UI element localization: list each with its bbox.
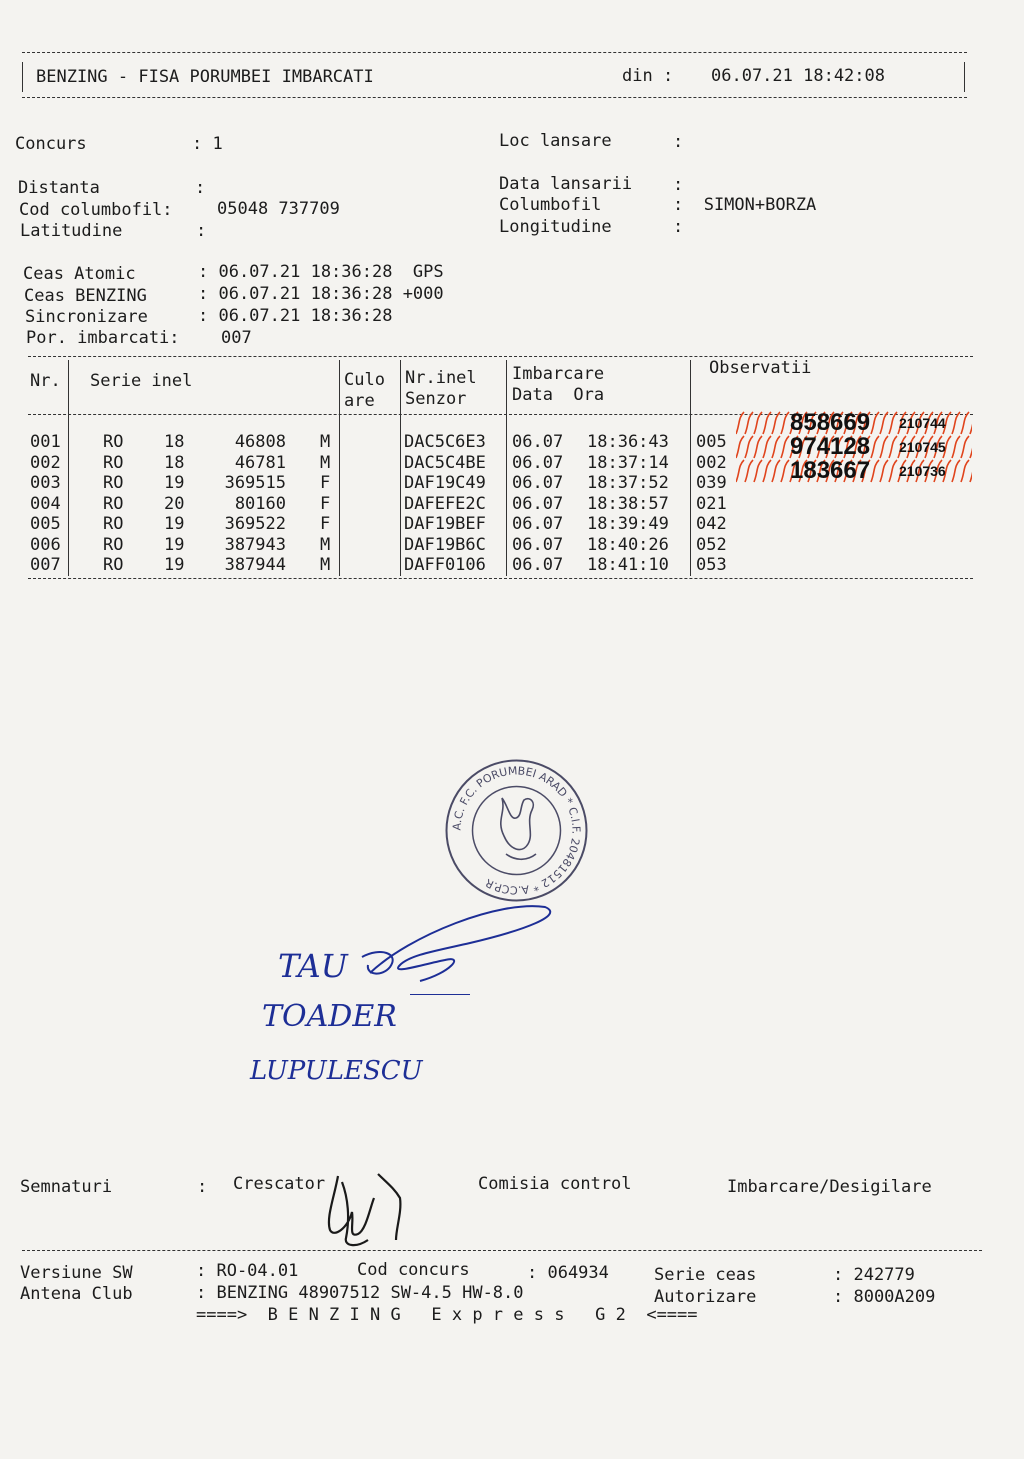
cell-tara: RO	[103, 514, 124, 534]
cell-obs: 042	[696, 514, 727, 534]
sticker-code: 858669	[790, 409, 871, 436]
cell-data: 06.07	[512, 514, 564, 534]
svg-text:A.C. F.C. PORUMBEI ARAD * C.I.: A.C. F.C. PORUMBEI ARAD * C.I.F. 20481512 * A.CCP.R	[450, 764, 583, 897]
cell-sex: M	[320, 453, 331, 473]
cell-nr: 001	[30, 432, 61, 452]
cell-data: 06.07	[512, 535, 564, 555]
col-header-nr: Nr.	[30, 371, 61, 391]
cell-data: 06.07	[512, 432, 564, 452]
cell-ora: 18:36:43	[587, 432, 669, 452]
cell-inel: 387944	[224, 555, 286, 575]
date-label: din :	[622, 66, 674, 86]
col-header-imbarcare-1: Imbarcare	[512, 364, 605, 384]
cell-obs: 053	[696, 555, 727, 575]
cell-data: 06.07	[512, 473, 564, 493]
cell-nr: 007	[30, 555, 61, 575]
cell-sex: F	[320, 494, 331, 514]
cell-senzor: DAC5C6E3	[404, 432, 486, 452]
antena-club-label: Antena Club	[20, 1284, 133, 1304]
handwritten-name-3: LUPULESCU	[250, 1056, 423, 1086]
table-row	[0, 494, 1024, 515]
cell-tara: RO	[103, 473, 124, 493]
cell-an: 19	[164, 473, 185, 493]
semnaturi-colon: :	[197, 1177, 208, 1197]
sticker-small-code: 210745	[899, 439, 946, 455]
longitudine-value: :	[673, 217, 684, 237]
cell-data: 06.07	[512, 453, 564, 473]
cell-ora: 18:39:49	[587, 514, 669, 534]
cod-concurs-label: Cod concurs	[357, 1260, 470, 1280]
crescator-signature	[308, 1168, 418, 1253]
cell-sex: M	[320, 535, 331, 555]
latitudine-label: Latitudine	[20, 221, 123, 241]
cell-nr: 005	[30, 514, 61, 534]
cell-nr: 002	[30, 453, 61, 473]
distanta-value: :	[195, 178, 206, 198]
por-imbarcati-value: 007	[221, 328, 252, 348]
cell-inel: 46781	[234, 453, 286, 473]
col-header-culoare-1: Culo	[344, 370, 385, 390]
loc-lansare-label: Loc lansare	[499, 131, 612, 151]
cell-tara: RO	[103, 453, 124, 473]
col-header-serie-inel: Serie inel	[90, 371, 193, 391]
cell-an: 19	[164, 514, 185, 534]
columbofil-label: Columbofil	[499, 195, 602, 215]
cell-obs: 039	[696, 473, 727, 493]
crescator-label: Crescator	[233, 1174, 326, 1194]
cod-columbofil-label: Cod columbofil:	[19, 200, 173, 220]
cell-an: 20	[164, 494, 185, 514]
date-value: 06.07.21 18:42:08	[711, 66, 885, 86]
cell-an: 18	[164, 453, 185, 473]
autorizare-label: Autorizare	[654, 1287, 757, 1307]
cell-senzor: DAC5C4BE	[404, 453, 486, 473]
cell-obs: 002	[696, 453, 727, 473]
serie-ceas-label: Serie ceas	[654, 1265, 757, 1285]
handwritten-name-2: TOADER	[262, 999, 397, 1034]
semnaturi-label: Semnaturi	[20, 1177, 113, 1197]
sticker-code: 974128	[790, 433, 871, 460]
cod-concurs-value: : 064934	[527, 1263, 609, 1283]
cell-senzor: DAFF0106	[404, 555, 486, 575]
stamp-seal-icon	[444, 758, 589, 903]
cell-ora: 18:40:26	[587, 535, 669, 555]
cell-data: 06.07	[512, 555, 564, 575]
data-lansarii-value: :	[673, 175, 684, 195]
concurs-label: Concurs	[15, 134, 87, 154]
cell-sex: F	[320, 473, 331, 493]
cell-ora: 18:37:14	[587, 453, 669, 473]
cell-an: 19	[164, 555, 185, 575]
document-title: BENZING - FISA PORUMBEI IMBARCATI	[36, 67, 374, 87]
sticker-code: 183667	[790, 457, 871, 484]
benzing-brand-line: ====> B E N Z I N G E x p r e s s G 2 <====	[196, 1305, 698, 1325]
comisia-control-label: Comisia control	[478, 1174, 632, 1194]
col-header-nr-inel-1: Nr.inel	[405, 368, 477, 388]
col-header-imbarcare-2: Data Ora	[512, 385, 605, 405]
cod-columbofil-value: 05048 737709	[217, 199, 340, 219]
ceas-benzing-value: : 06.07.21 18:36:28 +000	[198, 284, 444, 304]
cell-inel: 80160	[234, 494, 286, 514]
cell-ora: 18:38:57	[587, 494, 669, 514]
data-lansarii-label: Data lansarii	[499, 174, 633, 194]
ceas-atomic-value: : 06.07.21 18:36:28 GPS	[198, 262, 444, 282]
antena-club-value: : BENZING 48907512 SW-4.5 HW-8.0	[196, 1283, 524, 1303]
distanta-label: Distanta	[18, 178, 100, 198]
longitudine-label: Longitudine	[499, 217, 612, 237]
cell-obs: 005	[696, 432, 727, 452]
handwritten-name-1: TAU	[278, 947, 348, 985]
cell-senzor: DAFEFE2C	[404, 494, 486, 514]
cell-obs: 021	[696, 494, 727, 514]
ceas-benzing-label: Ceas BENZING	[24, 286, 147, 306]
cell-sex: M	[320, 432, 331, 452]
col-header-culoare-2: are	[344, 391, 375, 411]
cell-tara: RO	[103, 535, 124, 555]
cell-obs: 052	[696, 535, 727, 555]
por-imbarcati-label: Por. imbarcati:	[26, 328, 180, 348]
cell-data: 06.07	[512, 494, 564, 514]
cell-nr: 006	[30, 535, 61, 555]
cell-inel: 369515	[224, 473, 286, 493]
col-header-nr-inel-2: Senzor	[405, 389, 467, 409]
cell-ora: 18:41:10	[587, 555, 669, 575]
columbofil-value: : SIMON+BORZA	[673, 195, 817, 215]
ceas-atomic-label: Ceas Atomic	[23, 264, 136, 284]
sincronizare-label: Sincronizare	[25, 307, 148, 327]
cell-senzor: DAF19C49	[404, 473, 486, 493]
cell-senzor: DAF19BEF	[404, 514, 486, 534]
sticker-small-code: 210744	[899, 415, 946, 431]
cell-sex: F	[320, 514, 331, 534]
versiune-sw-label: Versiune SW	[20, 1263, 133, 1283]
cell-inel: 369522	[224, 514, 286, 534]
loc-lansare-value: :	[673, 132, 684, 152]
col-header-observatii: Observatii	[709, 358, 812, 378]
cell-an: 18	[164, 432, 185, 452]
cell-tara: RO	[103, 432, 124, 452]
concurs-value: : 1	[192, 134, 223, 154]
cell-inel: 387943	[224, 535, 286, 555]
cell-tara: RO	[103, 555, 124, 575]
table-row	[0, 555, 1024, 576]
ring-sticker	[736, 458, 972, 484]
sticker-small-code: 210736	[899, 463, 946, 479]
cell-ora: 18:37:52	[587, 473, 669, 493]
cell-an: 19	[164, 535, 185, 555]
latitudine-value: :	[196, 221, 207, 241]
cell-nr: 004	[30, 494, 61, 514]
sincronizare-value: : 06.07.21 18:36:28	[198, 306, 393, 326]
cell-tara: RO	[103, 494, 124, 514]
club-stamp	[444, 758, 589, 903]
cell-inel: 46808	[234, 432, 286, 452]
cell-senzor: DAF19B6C	[404, 535, 486, 555]
autorizare-value: : 8000A209	[833, 1287, 936, 1307]
cell-sex: M	[320, 555, 331, 575]
table-row	[0, 514, 1024, 535]
versiune-sw-value: : RO-04.01	[196, 1261, 299, 1281]
table-row	[0, 535, 1024, 556]
cell-nr: 003	[30, 473, 61, 493]
imbarcare-desigilare-label: Imbarcare/Desigilare	[727, 1177, 932, 1197]
serie-ceas-value: : 242779	[833, 1265, 915, 1285]
